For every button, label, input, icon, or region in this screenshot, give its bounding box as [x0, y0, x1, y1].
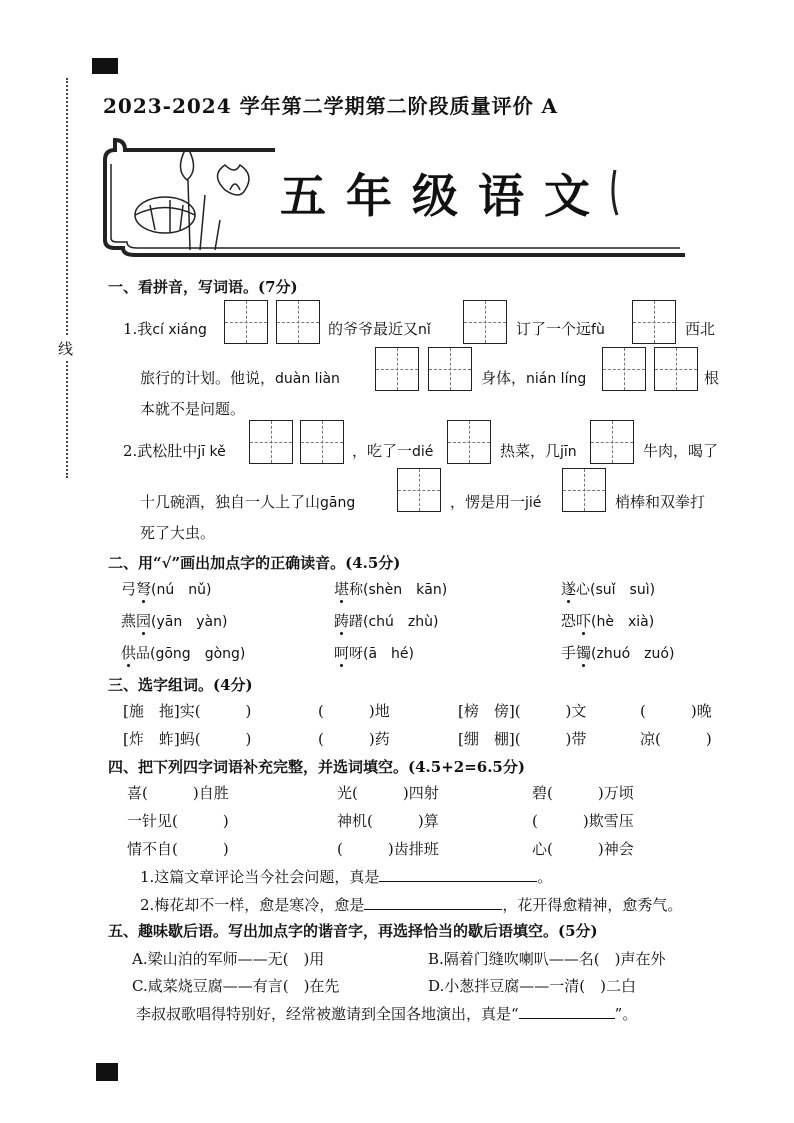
item-prefix: 弓: [121, 580, 137, 598]
reading-item[interactable]: [121, 642, 245, 663]
s1-line2-c: 根: [704, 369, 720, 387]
banner-title: 五年级语文: [280, 169, 610, 223]
dotted-char: 踌: [334, 612, 350, 630]
s4-r1-b[interactable]: 光( )四射: [337, 784, 439, 802]
s5-question: 李叔叔歌唱得特别好，经常被邀请到全国各地演出，真是“ ”。: [136, 1005, 638, 1023]
s1-line2: 旅行的计划。他说，duàn liàn: [140, 369, 340, 387]
dotted-char: 呵: [334, 644, 350, 662]
reading-item[interactable]: [561, 578, 655, 599]
pinyin-options[interactable]: 品(gōng gòng): [136, 646, 246, 662]
s1-line5: 十几碗酒，独自一人上了山gāng: [140, 493, 356, 511]
fill-blank[interactable]: [379, 867, 537, 882]
answer-box[interactable]: [428, 347, 472, 391]
s3-r2-c[interactable]: [绷 棚]( )带: [458, 730, 587, 748]
s5-option-b[interactable]: B.隔着门缝吹喇叭——名( )声在外: [428, 950, 666, 968]
s4-q1: 1.这篇文章评论当今社会问题，真是 。: [140, 868, 553, 886]
answer-box[interactable]: [397, 468, 441, 512]
s3-r1-b[interactable]: ( )地: [318, 702, 390, 720]
reading-item[interactable]: [561, 642, 674, 663]
lotus-icon: [135, 150, 249, 250]
corner-mark-bottom: [96, 1063, 118, 1081]
section-1-heading: 一、看拼音，写词语。(7分): [108, 278, 298, 296]
s1-line1-b: 的爷爷最近又nǐ: [328, 320, 431, 338]
binding-dotted-line: [66, 78, 68, 478]
s5-option-a[interactable]: A.梁山泊的军师——无( )用: [132, 950, 325, 968]
s4-q2: 2.梅花却不一样，愈是寒冷，愈是 ，花开得愈精神，愈秀气。: [140, 896, 683, 914]
dotted-char: 堪: [334, 580, 350, 598]
s4-r2-b[interactable]: 神机( )算: [337, 812, 439, 830]
s1-line4-d: 牛肉，喝了: [643, 442, 719, 460]
s4-r1-c[interactable]: 碧( )万顷: [532, 784, 634, 802]
s1-line3: 本就不是问题。: [140, 400, 246, 418]
s3-r1-c[interactable]: [榜 傍]( )文: [458, 702, 587, 720]
answer-box[interactable]: [224, 300, 268, 344]
s3-r2-a[interactable]: [炸 蚱]蚂( ): [123, 730, 252, 748]
item-prefix: 恐: [561, 612, 577, 630]
item-prefix: 燕: [121, 612, 137, 630]
s3-r2-d[interactable]: 凉( ): [640, 730, 712, 748]
s1-line5-b: ，愣是用一jié: [450, 493, 542, 511]
s4-r3-b[interactable]: ( )齿排班: [337, 840, 439, 858]
s4-r2-a[interactable]: 一针见( ): [127, 812, 229, 830]
answer-box[interactable]: [602, 347, 646, 391]
section-4-heading: 四、把下列四字词语补充完整，并选词填空。(4.5+2=6.5分): [108, 758, 525, 776]
exam-title: 2023-2024 学年第二学期第二阶段质量评价 A: [103, 94, 559, 118]
answer-box[interactable]: [375, 347, 419, 391]
binding-label: 线: [58, 336, 73, 361]
dotted-char: 吓: [576, 612, 592, 630]
s5-option-d[interactable]: D.小葱拌豆腐——一清( )二白: [428, 977, 636, 995]
s4-r3-c[interactable]: 心( )神会: [532, 840, 634, 858]
pinyin-options[interactable]: 心(suǐ suì): [576, 582, 656, 598]
pinyin-options[interactable]: (zhuó zuó): [591, 646, 675, 662]
reading-item[interactable]: [121, 578, 211, 599]
s1-line1-c: 订了一个远fù: [516, 320, 605, 338]
answer-box[interactable]: [249, 420, 293, 464]
reading-item[interactable]: [561, 610, 654, 631]
s1-line5-c: 梢棒和双拳打: [615, 493, 706, 511]
answer-box[interactable]: [276, 300, 320, 344]
answer-box[interactable]: [300, 420, 344, 464]
dotted-char: 镯: [576, 644, 592, 662]
s4-r3-a[interactable]: 情不自( ): [127, 840, 229, 858]
answer-box[interactable]: [654, 347, 698, 391]
reading-item[interactable]: [334, 610, 438, 631]
dotted-char: 供: [121, 644, 137, 662]
answer-box[interactable]: [447, 420, 491, 464]
fill-blank[interactable]: [519, 1004, 615, 1019]
s1-line1: 1.我cí xiáng: [123, 320, 207, 338]
section-2-heading: 二、用“√”画出加点字的正确读音。(4.5分): [108, 554, 401, 572]
reading-item[interactable]: [334, 578, 447, 599]
pinyin-options[interactable]: (nú nǔ): [151, 582, 212, 598]
pinyin-options[interactable]: (hè xià): [591, 614, 655, 630]
s3-r2-b[interactable]: ( )药: [318, 730, 390, 748]
s3-r1-d[interactable]: ( )晚: [640, 702, 712, 720]
answer-box[interactable]: [590, 420, 634, 464]
section-3-heading: 三、选字组词。(4分): [108, 676, 253, 694]
s3-r1-a[interactable]: [施 拖]实( ): [123, 702, 252, 720]
answer-box[interactable]: [632, 300, 676, 344]
item-prefix: 手: [561, 644, 577, 662]
pinyin-options[interactable]: (yān yàn): [151, 614, 228, 630]
answer-box[interactable]: [463, 300, 507, 344]
s5-option-c[interactable]: C.咸菜烧豆腐——有言( )在先: [132, 977, 340, 995]
s4-r1-a[interactable]: 喜( )自胜: [127, 784, 229, 802]
corner-mark-top: [92, 58, 118, 74]
reading-item[interactable]: [334, 642, 414, 663]
s1-line4-b: ，吃了一dié: [352, 442, 434, 460]
s1-line4: 2.武松肚中jī kě: [123, 442, 226, 460]
pinyin-options[interactable]: 躇(chú zhù): [349, 614, 439, 630]
s1-line2-b: 身体，nián líng: [481, 369, 587, 387]
dotted-char: 弩: [136, 580, 152, 598]
answer-box[interactable]: [562, 468, 606, 512]
reading-item[interactable]: [121, 610, 227, 631]
pinyin-options[interactable]: 呀(ā hé): [349, 646, 415, 662]
dotted-char: 遂: [561, 580, 577, 598]
s1-line6: 死了大虫。: [140, 524, 216, 542]
pinyin-options[interactable]: 称(shèn kān): [349, 582, 448, 598]
s1-line4-c: 热菜，几jīn: [500, 442, 577, 460]
s4-r2-c[interactable]: ( )欺雪压: [532, 812, 634, 830]
fill-blank[interactable]: [364, 895, 502, 910]
section-5-heading: 五、趣味歇后语。写出加点字的谐音字，再选择恰当的歇后语填空。(5分): [108, 922, 598, 940]
dotted-char: 园: [136, 612, 152, 630]
s1-line1-d: 西北: [685, 320, 716, 338]
